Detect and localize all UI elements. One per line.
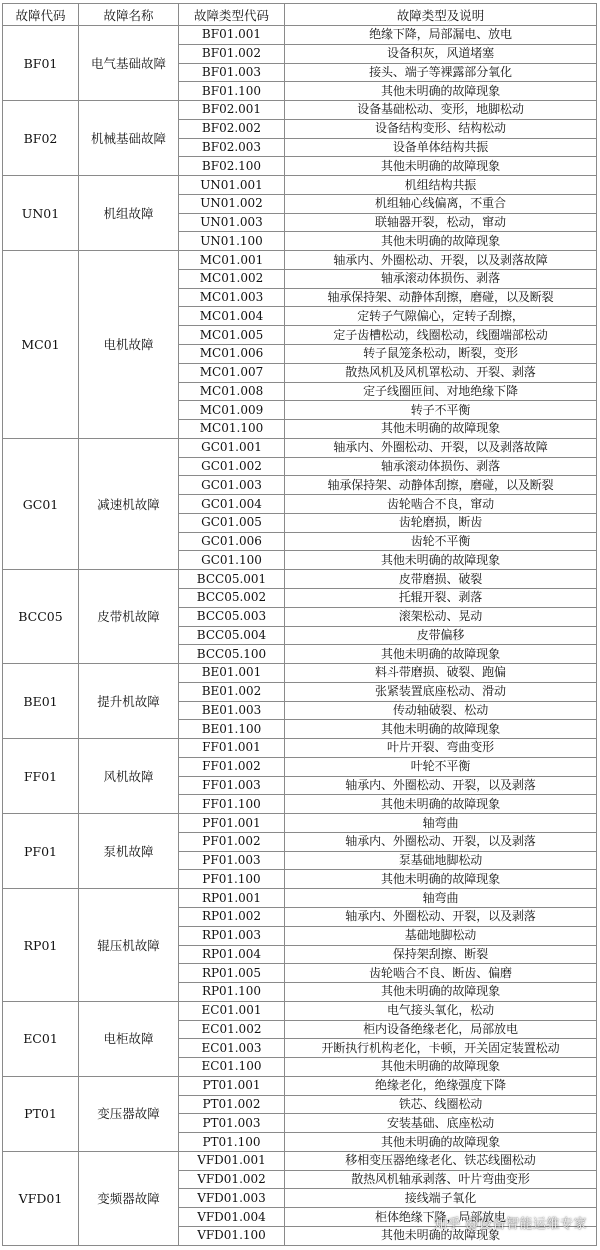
fault-description-cell: 其他未明确的故障现象 — [285, 645, 597, 664]
fault-type-code-cell: GC01.003 — [179, 476, 285, 495]
fault-code-cell: BCC05 — [3, 570, 79, 664]
fault-description-cell: 轴承滚动体损伤、剥落 — [285, 269, 597, 288]
fault-name-cell: 皮带机故障 — [79, 570, 179, 664]
fault-type-code-cell: BF01.001 — [179, 26, 285, 45]
fault-description-cell: 定子线圈匝间、对地绝缘下降 — [285, 382, 597, 401]
fault-type-code-cell: BE01.100 — [179, 720, 285, 739]
fault-type-code-cell: BF02.001 — [179, 101, 285, 120]
fault-type-code-cell: BE01.001 — [179, 664, 285, 683]
fault-description-cell: 轴弯曲 — [285, 814, 597, 833]
fault-code-cell: EC01 — [3, 1001, 79, 1076]
header-fault-type-description: 故障类型及说明 — [285, 4, 597, 26]
fault-description-cell: 其他未明确的故障现象 — [285, 551, 597, 570]
fault-description-cell: 叶片开裂、弯曲变形 — [285, 739, 597, 758]
fault-name-cell: 泵机故障 — [79, 814, 179, 889]
fault-type-code-cell: VFD01.003 — [179, 1189, 285, 1208]
fault-type-code-cell: FF01.002 — [179, 757, 285, 776]
fault-code-cell: BF01 — [3, 26, 79, 101]
fault-code-cell: MC01 — [3, 251, 79, 439]
fault-description-cell: 轴承滚动体损伤、剥落 — [285, 457, 597, 476]
fault-description-cell: 其他未明确的故障现象 — [285, 720, 597, 739]
fault-name-cell: 减速机故障 — [79, 438, 179, 569]
fault-type-code-cell: EC01.003 — [179, 1039, 285, 1058]
fault-type-code-cell: VFD01.100 — [179, 1227, 285, 1246]
fault-description-cell: 定子齿槽松动，线圈松动，线圈端部松动 — [285, 326, 597, 345]
fault-description-cell: 电气接头氧化，松动 — [285, 1001, 597, 1020]
fault-description-cell: 传动轴破裂、松动 — [285, 701, 597, 720]
fault-description-cell: 叶轮不平衡 — [285, 757, 597, 776]
fault-description-cell: 接头、端子等裸露部分氧化 — [285, 63, 597, 82]
fault-description-cell: 轴弯曲 — [285, 889, 597, 908]
fault-type-code-cell: RP01.001 — [179, 889, 285, 908]
fault-description-cell: 绝缘老化，绝缘强度下降 — [285, 1076, 597, 1095]
fault-type-code-cell: BF01.100 — [179, 82, 285, 101]
table-row — [3, 101, 597, 120]
fault-description-cell: 齿轮磨损，断齿 — [285, 513, 597, 532]
fault-description-cell: 移相变压器绝缘老化、铁芯线圈松动 — [285, 1151, 597, 1170]
fault-description-cell: 轴承保持架、动静体刮擦，磨碰，以及断裂 — [285, 476, 597, 495]
fault-description-cell: 基础地脚松动 — [285, 926, 597, 945]
table-body — [3, 26, 597, 1246]
fault-description-cell: 转子鼠笼条松动，断裂，变形 — [285, 345, 597, 364]
fault-type-code-cell: PF01.002 — [179, 832, 285, 851]
fault-type-code-cell: UN01.100 — [179, 232, 285, 251]
fault-type-code-cell: PF01.001 — [179, 814, 285, 833]
fault-type-code-cell: MC01.009 — [179, 401, 285, 420]
fault-type-code-cell: BCC05.100 — [179, 645, 285, 664]
fault-type-code-cell: EC01.002 — [179, 1020, 285, 1039]
fault-description-cell: 散热风机及风机罩松动、开裂、剥落 — [285, 363, 597, 382]
table-row — [3, 889, 597, 908]
fault-type-code-cell: MC01.007 — [179, 363, 285, 382]
fault-type-code-cell: FF01.003 — [179, 776, 285, 795]
fault-type-code-cell: EC01.100 — [179, 1058, 285, 1077]
table-row — [3, 26, 597, 45]
table-row — [3, 1076, 597, 1095]
table-row — [3, 664, 597, 683]
fault-type-code-cell: GC01.006 — [179, 532, 285, 551]
fault-description-cell: 定转子气隙偏心，定转子刮擦， — [285, 307, 597, 326]
fault-type-code-cell: BF01.003 — [179, 63, 285, 82]
fault-description-cell: 设备基础松动、变形，地脚松动 — [285, 101, 597, 120]
fault-description-cell: 托辊开裂、剥落 — [285, 588, 597, 607]
fault-type-code-cell: GC01.004 — [179, 495, 285, 514]
table-row — [3, 438, 597, 457]
table-row — [3, 1151, 597, 1170]
fault-description-cell: 齿轮啮合不良，窜动 — [285, 495, 597, 514]
fault-type-code-cell: RP01.003 — [179, 926, 285, 945]
fault-type-code-cell: BF02.003 — [179, 138, 285, 157]
table-row — [3, 739, 597, 758]
fault-type-code-cell: GC01.005 — [179, 513, 285, 532]
table-header-row — [3, 4, 597, 26]
fault-description-cell: 齿轮不平衡 — [285, 532, 597, 551]
fault-description-cell: 其他未明确的故障现象 — [285, 1133, 597, 1152]
fault-description-cell: 接线端子氧化 — [285, 1189, 597, 1208]
fault-description-cell: 其他未明确的故障现象 — [285, 870, 597, 889]
fault-description-cell: 轴承内、外圈松动、开裂，以及剥落 — [285, 907, 597, 926]
fault-type-code-cell: EC01.001 — [179, 1001, 285, 1020]
fault-type-code-cell: MC01.008 — [179, 382, 285, 401]
fault-type-code-cell: PT01.003 — [179, 1114, 285, 1133]
fault-description-cell: 转子不平衡 — [285, 401, 597, 420]
fault-description-cell: 滚架松动、晃动 — [285, 607, 597, 626]
fault-type-code-cell: FF01.100 — [179, 795, 285, 814]
fault-name-cell: 提升机故障 — [79, 664, 179, 739]
fault-code-cell: BF02 — [3, 101, 79, 176]
fault-type-code-cell: BCC05.004 — [179, 626, 285, 645]
fault-description-cell: 轴承内、外圈松动、开裂，以及剥落故障 — [285, 438, 597, 457]
watermark: 知乎 @设备智能运维专家 — [433, 1217, 587, 1232]
table-row — [3, 176, 597, 195]
fault-description-cell: 料斗带磨损、破裂、跑偏 — [285, 664, 597, 683]
fault-type-code-cell: FF01.001 — [179, 739, 285, 758]
fault-type-code-cell: BCC05.001 — [179, 570, 285, 589]
fault-description-cell: 轴承内、外圈松动、开裂，以及剥落 — [285, 832, 597, 851]
table-row — [3, 1001, 597, 1020]
fault-type-code-cell: PT01.001 — [179, 1076, 285, 1095]
fault-description-cell: 安装基础、底座松动 — [285, 1114, 597, 1133]
fault-description-cell: 其他未明确的故障现象 — [285, 1227, 597, 1246]
fault-type-code-cell: MC01.002 — [179, 269, 285, 288]
fault-type-code-cell: MC01.005 — [179, 326, 285, 345]
table-row — [3, 251, 597, 270]
fault-description-cell: 散热风机轴承剥落、叶片弯曲变形 — [285, 1170, 597, 1189]
fault-code-cell: PF01 — [3, 814, 79, 889]
fault-code-cell: PT01 — [3, 1076, 79, 1151]
fault-name-cell: 机组故障 — [79, 176, 179, 251]
fault-code-document — [2, 3, 597, 1246]
fault-description-cell: 铁芯、线圈松动 — [285, 1095, 597, 1114]
fault-type-code-cell: GC01.001 — [179, 438, 285, 457]
fault-code-cell: GC01 — [3, 438, 79, 569]
fault-name-cell: 电气基础故障 — [79, 26, 179, 101]
fault-description-cell: 机组轴心线偏离，不重合 — [285, 194, 597, 213]
fault-description-cell: 其他未明确的故障现象 — [285, 157, 597, 176]
fault-type-code-cell: UN01.002 — [179, 194, 285, 213]
fault-type-code-cell: PF01.100 — [179, 870, 285, 889]
fault-description-cell: 轴承内、外圈松动、开裂，以及剥落 — [285, 776, 597, 795]
fault-name-cell: 变压器故障 — [79, 1076, 179, 1151]
fault-description-cell: 皮带偏移 — [285, 626, 597, 645]
fault-name-cell: 辊压机故障 — [79, 889, 179, 1002]
fault-type-code-cell: BCC05.003 — [179, 607, 285, 626]
fault-code-cell: BE01 — [3, 664, 79, 739]
fault-type-code-cell: MC01.006 — [179, 345, 285, 364]
fault-description-cell: 设备结构变形、结构松动 — [285, 119, 597, 138]
fault-description-cell: 联轴器开裂，松动，窜动 — [285, 213, 597, 232]
fault-description-cell: 泵基础地脚松动 — [285, 851, 597, 870]
fault-type-code-cell: RP01.005 — [179, 964, 285, 983]
fault-name-cell: 变频器故障 — [79, 1151, 179, 1245]
fault-type-code-cell: BE01.002 — [179, 682, 285, 701]
fault-name-cell: 风机故障 — [79, 739, 179, 814]
fault-type-code-cell: MC01.004 — [179, 307, 285, 326]
fault-description-cell: 其他未明确的故障现象 — [285, 420, 597, 439]
fault-type-code-cell: PT01.002 — [179, 1095, 285, 1114]
fault-code-cell: UN01 — [3, 176, 79, 251]
fault-description-cell: 轴承保持架、动静体刮擦，磨碰，以及断裂 — [285, 288, 597, 307]
table-row — [3, 814, 597, 833]
fault-code-cell: RP01 — [3, 889, 79, 1002]
header-fault-type-code: 故障类型代码 — [179, 4, 285, 26]
fault-description-cell: 开断执行机构老化，卡顿，开关固定装置松动 — [285, 1039, 597, 1058]
fault-type-code-cell: VFD01.002 — [179, 1170, 285, 1189]
fault-type-code-cell: RP01.004 — [179, 945, 285, 964]
header-fault-code: 故障代码 — [3, 4, 79, 26]
fault-type-code-cell: RP01.002 — [179, 907, 285, 926]
fault-description-cell: 机组结构共振 — [285, 176, 597, 195]
fault-description-cell: 其他未明确的故障现象 — [285, 1058, 597, 1077]
fault-type-code-cell: VFD01.004 — [179, 1208, 285, 1227]
fault-description-cell: 其他未明确的故障现象 — [285, 795, 597, 814]
fault-type-code-cell: MC01.100 — [179, 420, 285, 439]
fault-description-cell: 设备积灰，风道堵塞 — [285, 44, 597, 63]
fault-description-cell: 其他未明确的故障现象 — [285, 232, 597, 251]
fault-description-cell: 轴承内、外圈松动、开裂，以及剥落故障 — [285, 251, 597, 270]
fault-type-code-cell: BF01.002 — [179, 44, 285, 63]
fault-type-code-cell: BE01.003 — [179, 701, 285, 720]
fault-code-cell: FF01 — [3, 739, 79, 814]
header-fault-name: 故障名称 — [79, 4, 179, 26]
fault-type-code-cell: PF01.003 — [179, 851, 285, 870]
fault-name-cell: 电机故障 — [79, 251, 179, 439]
fault-description-cell: 设备单体结构共振 — [285, 138, 597, 157]
fault-code-cell: VFD01 — [3, 1151, 79, 1245]
fault-description-cell: 其他未明确的故障现象 — [285, 983, 597, 1002]
fault-description-cell: 柜体绝缘下降，局部放电 — [285, 1208, 597, 1227]
fault-type-code-cell: RP01.100 — [179, 983, 285, 1002]
fault-description-cell: 其他未明确的故障现象 — [285, 82, 597, 101]
fault-type-code-cell: GC01.100 — [179, 551, 285, 570]
fault-description-cell: 绝缘下降，局部漏电、放电 — [285, 26, 597, 45]
fault-type-code-cell: PT01.100 — [179, 1133, 285, 1152]
fault-description-cell: 柜内设备绝缘老化，局部放电 — [285, 1020, 597, 1039]
fault-type-code-cell: UN01.003 — [179, 213, 285, 232]
table-row — [3, 570, 597, 589]
fault-name-cell: 电柜故障 — [79, 1001, 179, 1076]
fault-type-code-cell: BF02.002 — [179, 119, 285, 138]
fault-type-code-cell: MC01.001 — [179, 251, 285, 270]
fault-description-cell: 皮带磨损、破裂 — [285, 570, 597, 589]
fault-type-code-cell: MC01.003 — [179, 288, 285, 307]
fault-type-code-cell: BCC05.002 — [179, 588, 285, 607]
fault-name-cell: 机械基础故障 — [79, 101, 179, 176]
fault-description-cell: 张紧装置底座松动、滑动 — [285, 682, 597, 701]
fault-code-table — [2, 3, 597, 1246]
fault-type-code-cell: UN01.001 — [179, 176, 285, 195]
fault-type-code-cell: BF02.100 — [179, 157, 285, 176]
fault-description-cell: 齿轮啮合不良、断齿、偏磨 — [285, 964, 597, 983]
fault-type-code-cell: GC01.002 — [179, 457, 285, 476]
fault-description-cell: 保持架刮擦、断裂 — [285, 945, 597, 964]
fault-type-code-cell: VFD01.001 — [179, 1151, 285, 1170]
